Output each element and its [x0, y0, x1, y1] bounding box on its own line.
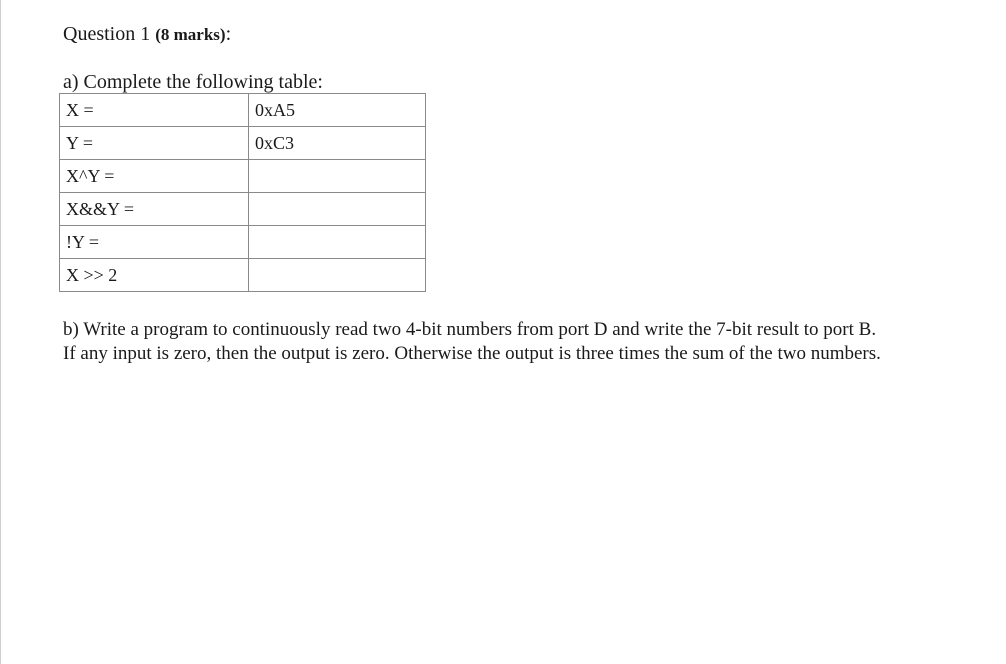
row-value: 0xC3	[249, 127, 426, 160]
table-row	[60, 127, 426, 160]
table-row	[60, 160, 426, 193]
table-row	[60, 259, 426, 292]
table-row	[60, 94, 426, 127]
row-label: X^Y =	[60, 160, 249, 193]
values-table	[59, 93, 426, 292]
row-value	[249, 259, 426, 292]
row-value	[249, 193, 426, 226]
part-b-text	[63, 318, 983, 366]
row-label: X =	[60, 94, 249, 127]
table-row	[60, 226, 426, 259]
table-row	[60, 193, 426, 226]
row-value	[249, 226, 426, 259]
part-b-line-2: If any input is zero, then the output is zero. Otherwise the output is three times the sum of the two numbers.	[63, 343, 881, 364]
row-label: X&&Y =	[60, 193, 249, 226]
part-a-title: a) Complete the following table:	[63, 71, 323, 93]
row-label: !Y =	[60, 226, 249, 259]
question-header	[63, 22, 231, 47]
part-b-line-1: b) Write a program to continuously read two 4-bit numbers from port D and write the 7-bit result to port B.	[63, 319, 877, 340]
row-value	[249, 160, 426, 193]
row-label: Y =	[60, 127, 249, 160]
question-title: Question 1	[63, 23, 151, 45]
row-value: 0xA5	[249, 94, 426, 127]
row-label: X >> 2	[60, 259, 249, 292]
question-marks: (8 marks)	[155, 25, 226, 44]
question-suffix: :	[225, 23, 232, 45]
